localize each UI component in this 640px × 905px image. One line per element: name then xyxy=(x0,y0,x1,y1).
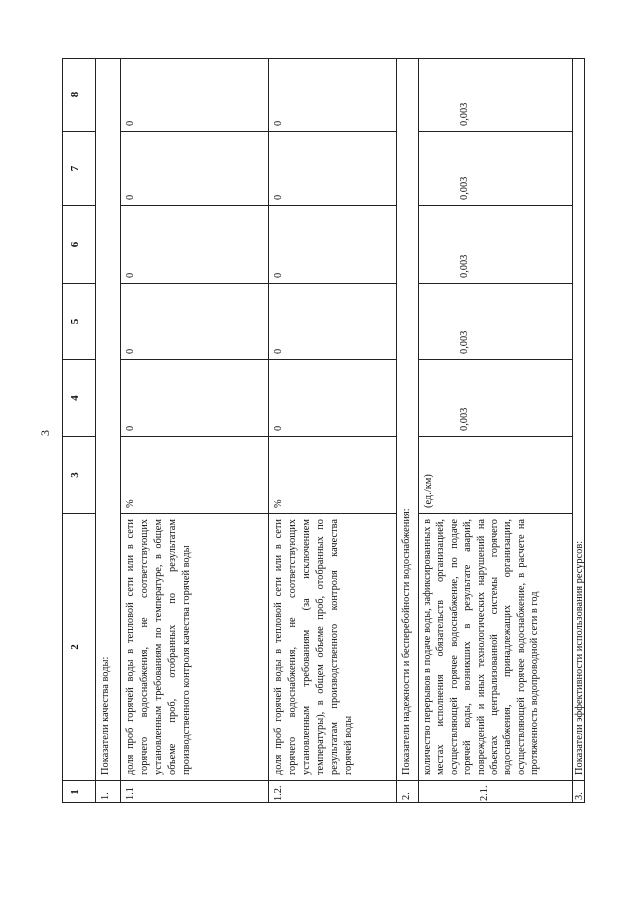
header-col-4: 4 xyxy=(62,360,95,437)
section-title: Показатели надежности и бесперебойности водоснабжения: xyxy=(396,58,418,781)
row-number: 1.1 xyxy=(125,787,136,800)
unit: (ед./км) xyxy=(418,437,572,514)
row-number: 2.1. xyxy=(479,785,490,801)
header-col-2: 2 xyxy=(62,514,95,781)
value-col-8: 0 xyxy=(268,58,396,132)
value-col-5: 0,003 xyxy=(418,284,572,360)
header-col-7: 7 xyxy=(62,132,95,206)
value-col-6: 0 xyxy=(268,206,396,284)
value-col-4: 0 xyxy=(268,360,396,437)
section-number: 2. xyxy=(401,792,412,800)
header-col-1: 1 xyxy=(69,789,81,795)
unit: % xyxy=(120,437,268,514)
value-col-4: 0 xyxy=(120,360,268,437)
indicator-name: доля проб горячей воды в тепловой сети или в сети горячего водоснабжения, не соответствующих установленным требованиям (за исключением температуры), в общем объеме проб, отобранных по результатам производственного контроля качества горячей воды xyxy=(268,514,396,781)
value-col-4: 0,003 xyxy=(418,360,572,437)
value-col-7: 0 xyxy=(268,132,396,206)
header-col-8: 8 xyxy=(62,58,95,132)
section-row-2 xyxy=(396,58,418,803)
page-number: 3 xyxy=(38,430,52,436)
value-col-5: 0 xyxy=(120,284,268,360)
header-row xyxy=(62,58,95,803)
unit: % xyxy=(268,437,396,514)
indicators-table xyxy=(62,58,585,803)
header-col-3: 3 xyxy=(62,437,95,514)
header-col-6: 6 xyxy=(62,206,95,284)
table-row xyxy=(268,58,396,803)
section-row-3 xyxy=(572,58,585,803)
value-col-5: 0 xyxy=(268,284,396,360)
section-row-1 xyxy=(95,58,120,803)
table-row xyxy=(418,58,572,803)
value-col-7: 0,003 xyxy=(418,132,572,206)
section-number: 3. xyxy=(574,792,585,800)
table-row xyxy=(120,58,268,803)
row-number: 1.2. xyxy=(273,785,284,801)
value-col-8: 0 xyxy=(120,58,268,132)
indicator-name: количество перерывов в подаче воды, зафиксированных в местах исполнения обязательств организацией, осуществляющей горячее водоснабжение, по подаче горячей воды, возникших в результате аварий, повреждений и иных технологических нарушений на объектах централизованной системы горячего водоснабжения, принадлежащих организации, осуществляющей горячее водоснабжение, в расчете на протяженность водопроводной сети в год xyxy=(418,514,572,781)
section-number: 1. xyxy=(100,792,111,800)
indicator-name: доля проб горячей воды в тепловой сети или в сети горячего водоснабжения, не соответствующих установленным требованиям по температуре, в общем объеме проб, отобранных по результатам производственного контроля качества горячей воды xyxy=(120,514,268,781)
section-title: Показатели эффективности использования ресурсов: xyxy=(572,58,585,781)
header-col-5: 5 xyxy=(62,284,95,360)
value-col-7: 0 xyxy=(120,132,268,206)
value-col-6: 0,003 xyxy=(418,206,572,284)
value-col-8: 0,003 xyxy=(418,58,572,132)
value-col-6: 0 xyxy=(120,206,268,284)
section-title: Показатели качества воды: xyxy=(95,58,120,781)
